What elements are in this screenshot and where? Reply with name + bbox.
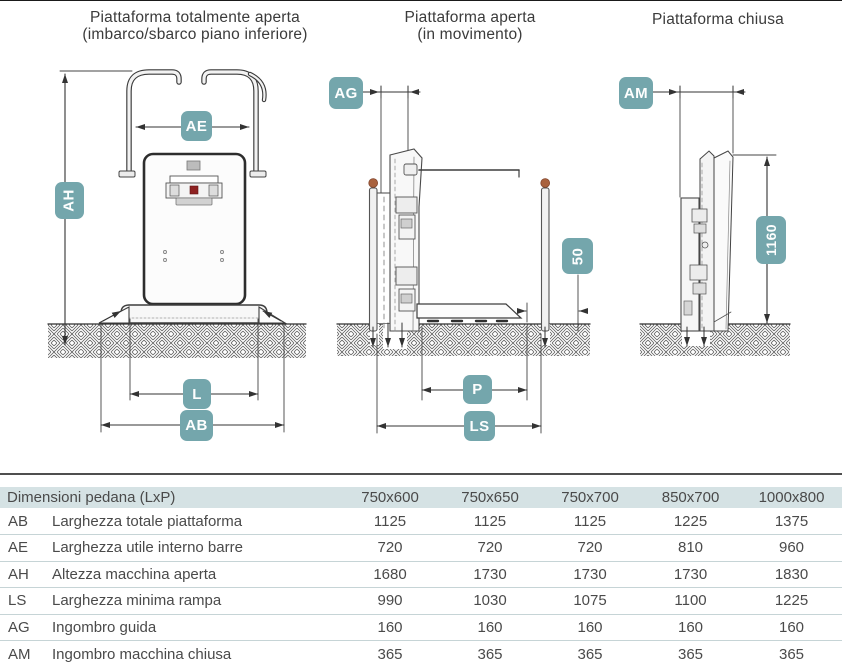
- left-post: [370, 188, 378, 331]
- column-header-750x650: 750x650: [461, 489, 519, 506]
- diagram1-title: [40, 9, 350, 43]
- right-post: [542, 188, 550, 331]
- table-row-am: [0, 641, 842, 666]
- diagram1-title-line2: (imbarco/sbarco piano inferiore): [82, 26, 308, 43]
- platform-base: [121, 305, 267, 323]
- row-code: AG: [0, 614, 40, 641]
- row-value: 1225: [640, 508, 741, 535]
- diagram3-title: [618, 11, 818, 28]
- row-value: 1830: [741, 561, 842, 588]
- folded-deck: [714, 151, 733, 331]
- row-label: Larghezza utile interno barre: [40, 535, 340, 562]
- row-value: 365: [577, 645, 603, 663]
- row-value: 365: [477, 645, 503, 663]
- table-row-ab: [0, 508, 842, 535]
- row-value: 1730: [440, 561, 540, 588]
- table-row-ls: [0, 588, 842, 615]
- dim-label-am: AM: [619, 77, 653, 109]
- dim-label-ls: LS: [464, 411, 495, 441]
- row-label: Larghezza minima rampa: [40, 588, 340, 615]
- row-value: 365: [377, 645, 403, 663]
- table-row-ah: [0, 561, 842, 588]
- row-value: 1730: [540, 561, 640, 588]
- row-code: AM: [8, 645, 31, 663]
- row-label: Altezza macchina aperta: [40, 561, 340, 588]
- row-value: 720: [340, 535, 440, 562]
- table-top-rule: [0, 473, 842, 475]
- diagram2-title-line2: (in movimento): [417, 26, 523, 43]
- diagram1-title-line1: Piattaforma totalmente aperta: [90, 9, 300, 26]
- row-value: 1125: [540, 508, 640, 535]
- row-value: 160: [340, 614, 440, 641]
- row-code: AB: [0, 508, 40, 535]
- right-post-cap: [541, 179, 550, 188]
- diagram2-title: [360, 9, 580, 43]
- row-value: 810: [640, 535, 741, 562]
- row-label: Larghezza totale piattaforma: [40, 508, 340, 535]
- dim-label-l: L: [183, 379, 211, 409]
- diagram2-title-line1: Piattaforma aperta: [404, 9, 536, 26]
- row-label: Ingombro guida: [40, 614, 340, 641]
- open-platform-drawing: [48, 71, 306, 432]
- row-value: 365: [779, 645, 805, 663]
- row-value: 160: [440, 614, 540, 641]
- diagram3-title-line1: Piattaforma chiusa: [652, 11, 784, 28]
- row-value: 990: [340, 588, 440, 615]
- row-code: AE: [0, 535, 40, 562]
- row-value: 1125: [440, 508, 540, 535]
- row-value: 1680: [340, 561, 440, 588]
- dim-label-50: 50: [562, 238, 593, 274]
- row-value: 720: [440, 535, 540, 562]
- column-header-850x700: 850x700: [661, 489, 720, 506]
- row-value: 1225: [741, 588, 842, 615]
- row-value: 1075: [540, 588, 640, 615]
- left-post-cap: [369, 179, 378, 188]
- row-value: 1100: [640, 588, 741, 615]
- row-value: 160: [741, 614, 842, 641]
- row-value: 1730: [640, 561, 741, 588]
- row-value: 160: [540, 614, 640, 641]
- table-header-row: [0, 487, 842, 508]
- row-value: 1030: [440, 588, 540, 615]
- column-header-750x700: 750x700: [561, 489, 619, 506]
- row-value: 1125: [340, 508, 440, 535]
- row-label: Ingombro macchina chiusa: [52, 645, 232, 663]
- table-header-label: Dimensioni pedana (LxP): [7, 489, 176, 506]
- diagram-artwork: [0, 1, 842, 479]
- dim-label-ae: AE: [181, 111, 212, 141]
- dim-label-1160: 1160: [756, 216, 786, 264]
- dim-label-ab: AB: [180, 410, 213, 441]
- row-value: 1375: [741, 508, 842, 535]
- row-value: 720: [540, 535, 640, 562]
- row-value: 160: [640, 614, 741, 641]
- column-header-750x600: 750x600: [361, 489, 419, 506]
- platform-deck: [417, 304, 521, 318]
- dim-label-p: P: [463, 375, 492, 404]
- row-code: AH: [0, 561, 40, 588]
- table-row-ae: [0, 535, 842, 562]
- dim-label-ah: AH: [55, 182, 84, 219]
- dimensions-table-grid: [0, 487, 842, 666]
- row-value: 365: [678, 645, 704, 663]
- row-value: 960: [741, 535, 842, 562]
- row-code: LS: [0, 588, 40, 615]
- column-header-1000x800: 1000x800: [758, 489, 825, 506]
- table-row-ag: [0, 614, 842, 641]
- dim-label-ag: AG: [329, 77, 363, 109]
- dimensions-table: [0, 487, 842, 666]
- ground-hatch: [48, 324, 306, 358]
